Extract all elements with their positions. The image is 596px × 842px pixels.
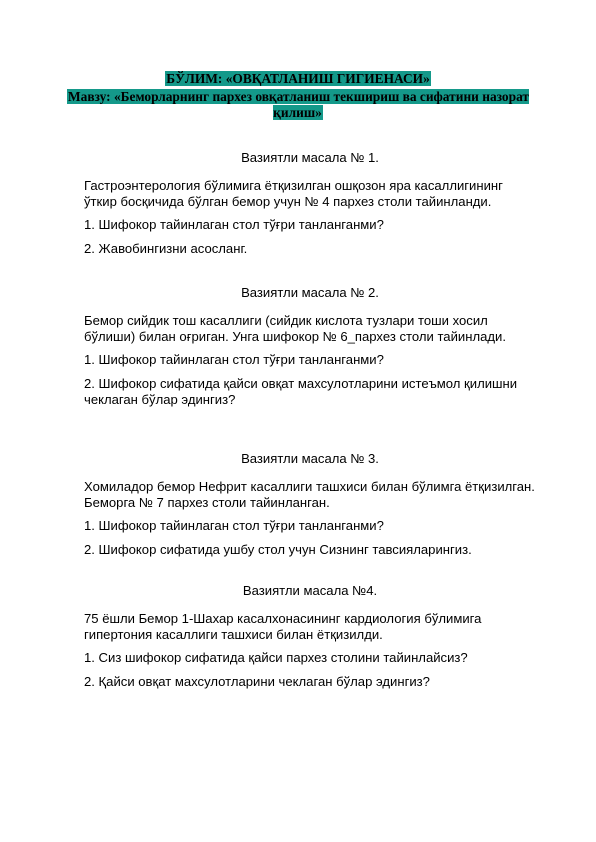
case-3 [84, 451, 536, 566]
case-question: 1. Шифокор тайинлаган стол тўғри танланганми? [84, 352, 384, 367]
case-question: 2. Шифокор сифатида қайси овқат махсулотларини истеъмол қилишни чеклаган бўлар эдингиз? [84, 376, 518, 407]
case-1 [84, 150, 536, 265]
case-title: Вазиятли масала № 3. [241, 451, 379, 466]
case-question: 2. Жавобингизни асосланг. [84, 241, 248, 256]
case-title: Вазиятли масала № 1. [241, 150, 379, 165]
document-header [60, 71, 536, 121]
topic-heading [60, 89, 536, 121]
case-2 [84, 285, 536, 416]
topic-heading-text: Мавзу: «Беморларнинг пархез овқатланиш текшириш ва сифатини назорат қилиш» [67, 89, 530, 120]
case-question: 2. Шифокор сифатида ушбу стол учун Сизнинг тавсияларингиз. [84, 542, 472, 557]
case-title: Вазиятли масала № 2. [241, 285, 379, 300]
case-description: Гастроэнтерология бўлимига ётқизилган ошқозон яра касаллигининг ўткир босқичида бўлган бемор учун № 4 пархез столи тайинланди. [84, 178, 503, 209]
chapter-heading-text: БЎЛИМ: «ОВҚАТЛАНИШ ГИГИЕНАСИ» [166, 71, 430, 86]
case-description: Хомиладор бемор Нефрит касаллиги ташхиси билан бўлимга ётқизилган. Беморга № 7 пархез столи тайинланган. [84, 479, 535, 510]
case-question: 1. Шифокор тайинлаган стол тўғри танланганми? [84, 518, 384, 533]
case-question: 2. Қайси овқат махсулотларини чеклаган бўлар эдингиз? [84, 674, 430, 689]
case-question: 1. Сиз шифокор сифатида қайси пархез столини тайинлайсиз? [84, 650, 468, 665]
case-title: Вазиятли масала №4. [242, 583, 378, 598]
case-question: 1. Шифокор тайинлаган стол тўғри танланганми? [84, 217, 384, 232]
case-4 [84, 583, 536, 698]
case-description: Бемор сийдик тош касаллиги (сийдик кислота тузлари тоши хосил бўлиши) билан оғриган. Унга шифокор № 6_пархез столи тайинлади. [84, 313, 506, 344]
case-description: 75 ёшли Бемор 1-Шахар касалхонасининг кардиология бўлимига гипертония касаллиги ташхиси билан ётқизилди. [84, 611, 482, 642]
chapter-heading [60, 71, 536, 87]
